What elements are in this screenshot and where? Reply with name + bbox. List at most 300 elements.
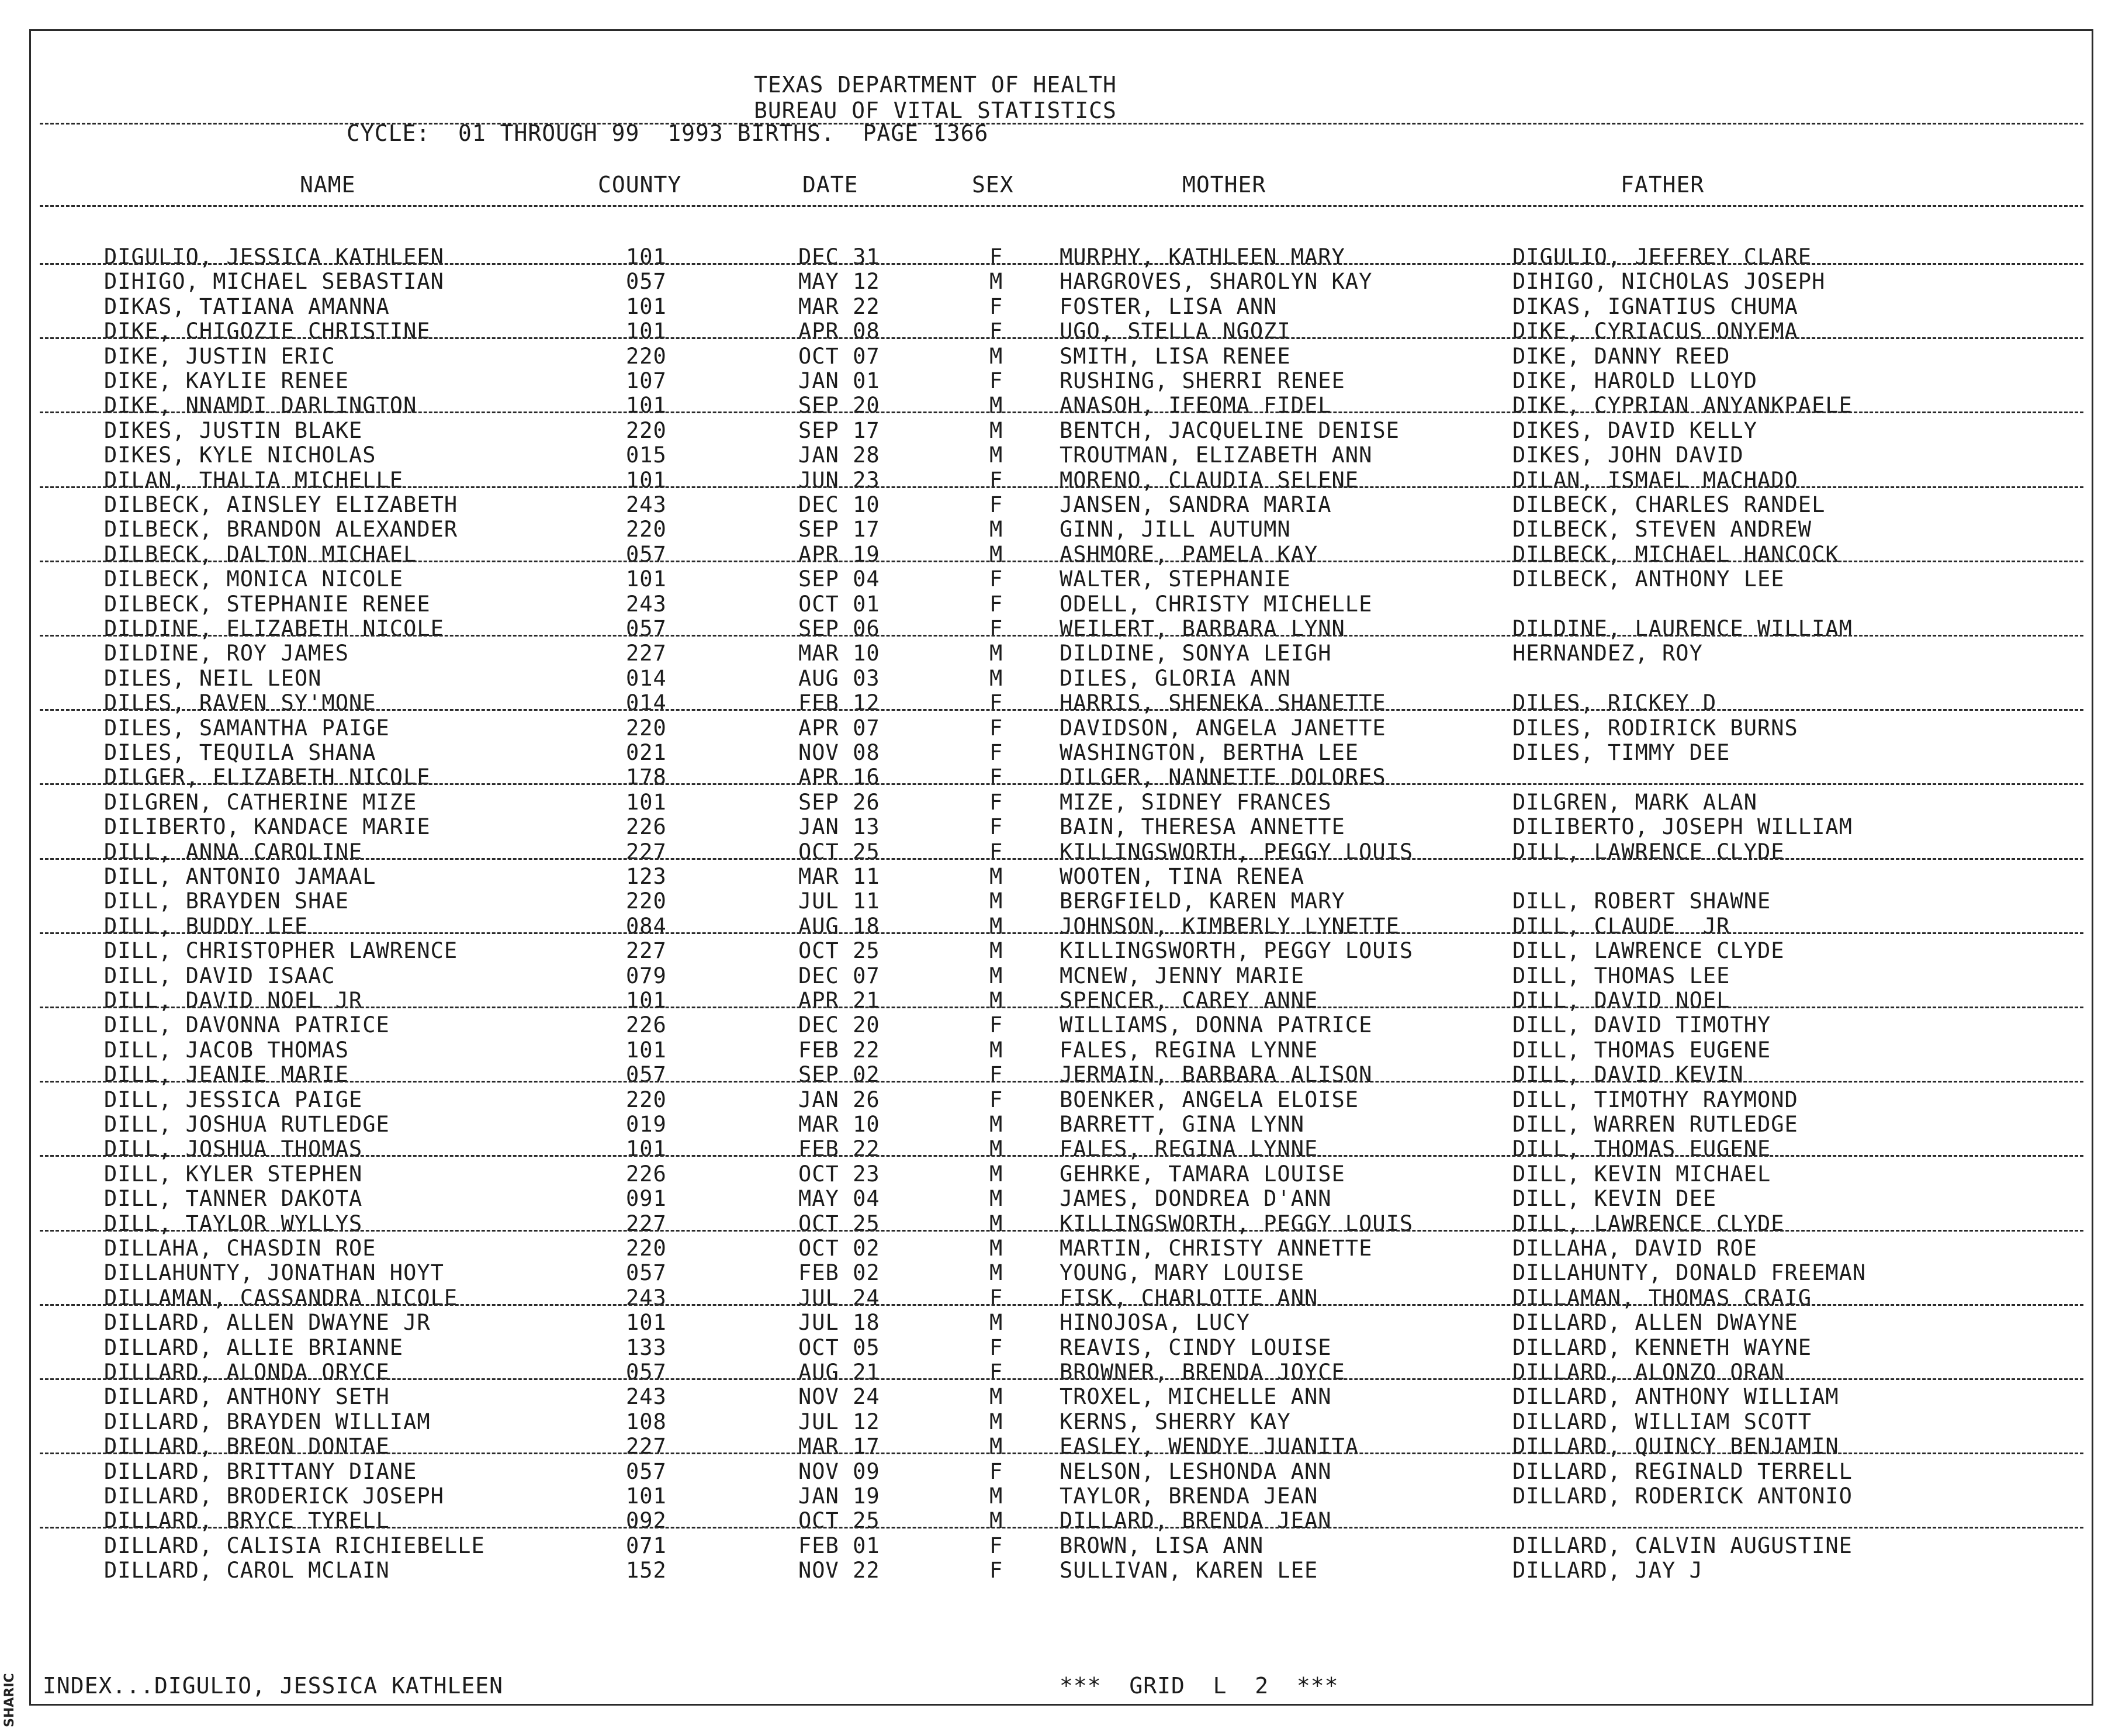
row-divider bbox=[40, 411, 2083, 413]
cell-date: MAR 22 bbox=[798, 293, 880, 319]
side-watermark-text: SHARIC bbox=[2, 1673, 17, 1727]
cell-date: DEC 31 bbox=[798, 244, 880, 269]
cell-name: DILLARD, ALONDA ORYCE bbox=[104, 1360, 390, 1385]
cell-date: JAN 13 bbox=[798, 814, 880, 840]
cell-sex: M bbox=[989, 442, 1003, 468]
cell-sex: M bbox=[989, 541, 1003, 567]
cell-date: MAR 10 bbox=[798, 1112, 880, 1137]
cell-mother: UGO, STELLA NGOZI bbox=[1060, 319, 1291, 344]
cell-father: DILLARD, ALLEN DWAYNE bbox=[1512, 1310, 1798, 1336]
cell-date: APR 07 bbox=[798, 715, 880, 741]
cell-father: DILLARD, JAY J bbox=[1512, 1558, 1703, 1583]
cell-sex: M bbox=[989, 1409, 1003, 1434]
cell-county: 057 bbox=[626, 1360, 667, 1385]
cell-father: DILLARD, ANTHONY WILLIAM bbox=[1512, 1384, 1839, 1410]
cell-name: DILLARD, BRITTANY DIANE bbox=[104, 1458, 417, 1484]
cell-mother: KILLINGSWORTH, PEGGY LOUIS bbox=[1060, 938, 1414, 964]
cell-mother: EASLEY, WENDYE JUANITA bbox=[1060, 1434, 1359, 1460]
row-divider bbox=[40, 709, 2083, 711]
cell-name: DILIBERTO, KANDACE MARIE bbox=[104, 814, 431, 840]
footer-grid: *** GRID L 2 *** bbox=[1060, 1673, 1339, 1699]
cell-county: 014 bbox=[626, 690, 667, 716]
cell-sex: M bbox=[989, 913, 1003, 939]
cell-date: SEP 26 bbox=[798, 789, 880, 815]
cell-date: MAY 12 bbox=[798, 269, 880, 295]
cell-mother: HINOJOSA, LUCY bbox=[1060, 1310, 1250, 1336]
cell-sex: M bbox=[989, 1161, 1003, 1187]
column-header-date: DATE bbox=[802, 172, 859, 198]
cell-date: NOV 08 bbox=[798, 740, 880, 765]
cell-county: 101 bbox=[626, 789, 667, 815]
row-divider bbox=[40, 1304, 2083, 1306]
cell-date: SEP 20 bbox=[798, 393, 880, 419]
cell-date: OCT 25 bbox=[798, 1508, 880, 1534]
row-divider bbox=[40, 337, 2083, 339]
cell-sex: M bbox=[989, 1211, 1003, 1236]
cell-date: SEP 02 bbox=[798, 1062, 880, 1088]
cell-father: DILL, LAWRENCE CLYDE bbox=[1512, 1211, 1785, 1236]
cell-mother: DAVIDSON, ANGELA JANETTE bbox=[1060, 715, 1386, 741]
cell-date: JUL 18 bbox=[798, 1310, 880, 1336]
cell-father: DILL, TIMOTHY RAYMOND bbox=[1512, 1087, 1798, 1112]
footer-index: INDEX...DIGULIO, JESSICA KATHLEEN bbox=[43, 1673, 503, 1699]
cell-county: 226 bbox=[626, 814, 667, 840]
cell-name: DILL, DAVID NOEL JR bbox=[104, 988, 363, 1013]
cell-mother: WEILERT, BARBARA LYNN bbox=[1060, 616, 1345, 641]
row-divider bbox=[40, 932, 2083, 934]
cell-county: 101 bbox=[626, 1037, 667, 1063]
cell-mother: FISK, CHARLOTTE ANN bbox=[1060, 1285, 1318, 1310]
cell-county: 101 bbox=[626, 293, 667, 319]
cell-sex: M bbox=[989, 1483, 1003, 1509]
cell-sex: M bbox=[989, 1384, 1003, 1410]
cell-father: DILBECK, CHARLES RANDEL bbox=[1512, 492, 1826, 517]
cell-mother: WASHINGTON, BERTHA LEE bbox=[1060, 740, 1359, 765]
cell-name: DILL, JESSICA PAIGE bbox=[104, 1087, 363, 1112]
row-divider bbox=[40, 1453, 2083, 1454]
cell-mother: RUSHING, SHERRI RENEE bbox=[1060, 368, 1345, 393]
cell-county: 220 bbox=[626, 715, 667, 741]
cell-father: DILAN, ISMAEL MACHADO bbox=[1512, 467, 1798, 493]
cell-county: 101 bbox=[626, 1310, 667, 1336]
cell-sex: M bbox=[989, 1508, 1003, 1534]
cell-sex: M bbox=[989, 1112, 1003, 1137]
cell-sex: F bbox=[989, 293, 1003, 319]
cell-name: DILES, TEQUILA SHANA bbox=[104, 740, 376, 765]
cell-mother: HARRIS, SHENEKA SHANETTE bbox=[1060, 690, 1386, 716]
cell-date: JAN 01 bbox=[798, 368, 880, 393]
cell-name: DIKE, CHIGOZIE CHRISTINE bbox=[104, 319, 431, 344]
cell-county: 220 bbox=[626, 343, 667, 369]
cell-sex: F bbox=[989, 814, 1003, 840]
cell-name: DILBECK, MONICA NICOLE bbox=[104, 566, 404, 592]
cell-date: OCT 02 bbox=[798, 1236, 880, 1261]
cell-name: DIKAS, TATIANA AMANNA bbox=[104, 293, 390, 319]
cell-name: DILLARD, ANTHONY SETH bbox=[104, 1384, 390, 1410]
cell-father: DILLAHA, DAVID ROE bbox=[1512, 1236, 1757, 1261]
cell-county: 178 bbox=[626, 765, 667, 790]
cell-date: JUL 11 bbox=[798, 888, 880, 914]
cell-father: DILL, LAWRENCE CLYDE bbox=[1512, 938, 1785, 964]
cell-mother: GINN, JILL AUTUMN bbox=[1060, 517, 1291, 542]
cell-sex: F bbox=[989, 566, 1003, 592]
cell-mother: JANSEN, SANDRA MARIA bbox=[1060, 492, 1332, 517]
row-divider bbox=[40, 263, 2083, 265]
cell-sex: F bbox=[989, 368, 1003, 393]
cell-sex: M bbox=[989, 269, 1003, 295]
cell-sex: F bbox=[989, 1533, 1003, 1558]
column-header-divider bbox=[40, 205, 2083, 207]
cell-father: DILL, KEVIN MICHAEL bbox=[1512, 1161, 1771, 1187]
cycle-line: CYCLE: 01 THROUGH 99 1993 BIRTHS. PAGE 1366 bbox=[347, 120, 989, 146]
cell-sex: M bbox=[989, 417, 1003, 443]
cell-mother: ASHMORE, PAMELA KAY bbox=[1060, 541, 1318, 567]
cell-county: 243 bbox=[626, 492, 667, 517]
cell-name: DILL, DAVONNA PATRICE bbox=[104, 1012, 390, 1038]
cell-sex: F bbox=[989, 1558, 1003, 1583]
cell-sex: F bbox=[989, 690, 1003, 716]
cell-mother: HARGROVES, SHAROLYN KAY bbox=[1060, 269, 1373, 295]
cell-county: 019 bbox=[626, 1112, 667, 1137]
cell-sex: M bbox=[989, 1260, 1003, 1286]
row-divider bbox=[40, 1081, 2083, 1083]
cell-sex: F bbox=[989, 1360, 1003, 1385]
cell-sex: F bbox=[989, 1062, 1003, 1088]
cell-county: 107 bbox=[626, 368, 667, 393]
cell-father: DILBECK, STEVEN ANDREW bbox=[1512, 517, 1812, 542]
cell-mother: GEHRKE, TAMARA LOUISE bbox=[1060, 1161, 1345, 1187]
cell-mother: WALTER, STEPHANIE bbox=[1060, 566, 1291, 592]
cell-name: DILLARD, BRODERICK JOSEPH bbox=[104, 1483, 444, 1509]
cell-name: DIKE, NNAMDI DARLINGTON bbox=[104, 393, 417, 419]
side-watermark bbox=[2, 1672, 20, 1736]
cell-date: SEP 06 bbox=[798, 616, 880, 641]
cell-sex: M bbox=[989, 1236, 1003, 1261]
cell-father: DIKE, CYPRIAN ANYANKPAELE bbox=[1512, 393, 1853, 419]
cell-mother: WOOTEN, TINA RENEA bbox=[1060, 864, 1304, 889]
cell-father: DILL, THOMAS EUGENE bbox=[1512, 1037, 1771, 1063]
cell-father: DILL, THOMAS EUGENE bbox=[1512, 1136, 1771, 1162]
cell-date: MAY 04 bbox=[798, 1186, 880, 1212]
cell-mother: MCNEW, JENNY MARIE bbox=[1060, 963, 1304, 988]
cell-father: DIKE, DANNY REED bbox=[1512, 343, 1730, 369]
cell-father: DILGREN, MARK ALAN bbox=[1512, 789, 1757, 815]
cell-mother: TAYLOR, BRENDA JEAN bbox=[1060, 1483, 1318, 1509]
cell-county: 227 bbox=[626, 839, 667, 864]
cell-sex: F bbox=[989, 839, 1003, 864]
row-divider bbox=[40, 635, 2083, 637]
cell-mother: BOENKER, ANGELA ELOISE bbox=[1060, 1087, 1359, 1112]
cell-county: 014 bbox=[626, 665, 667, 691]
cell-father: DILL, ROBERT SHAWNE bbox=[1512, 888, 1771, 914]
cell-sex: F bbox=[989, 765, 1003, 790]
cell-mother: FALES, REGINA LYNNE bbox=[1060, 1136, 1318, 1162]
cell-date: DEC 20 bbox=[798, 1012, 880, 1038]
cell-date: OCT 25 bbox=[798, 938, 880, 964]
cell-name: DILES, RAVEN SY'MONE bbox=[104, 690, 376, 716]
cell-sex: M bbox=[989, 343, 1003, 369]
cell-mother: BROWN, LISA ANN bbox=[1060, 1533, 1264, 1558]
cell-father: DILLAMAN, THOMAS CRAIG bbox=[1512, 1285, 1812, 1310]
cell-father: DIKAS, IGNATIUS CHUMA bbox=[1512, 293, 1798, 319]
cell-county: 226 bbox=[626, 1161, 667, 1187]
cell-county: 057 bbox=[626, 269, 667, 295]
cell-date: FEB 22 bbox=[798, 1037, 880, 1063]
cell-county: 091 bbox=[626, 1186, 667, 1212]
cell-county: 220 bbox=[626, 1236, 667, 1261]
cell-date: OCT 25 bbox=[798, 839, 880, 864]
cell-date: SEP 17 bbox=[798, 417, 880, 443]
cell-date: APR 21 bbox=[798, 988, 880, 1013]
cell-mother: DILES, GLORIA ANN bbox=[1060, 665, 1291, 691]
cell-mother: TROUTMAN, ELIZABETH ANN bbox=[1060, 442, 1373, 468]
cell-father: DILLARD, RODERICK ANTONIO bbox=[1512, 1483, 1853, 1509]
cell-mother: MIZE, SIDNEY FRANCES bbox=[1060, 789, 1332, 815]
cell-name: DILES, NEIL LEON bbox=[104, 665, 322, 691]
cell-sex: M bbox=[989, 963, 1003, 988]
cell-father: DILL, DAVID NOEL bbox=[1512, 988, 1730, 1013]
cell-date: JAN 28 bbox=[798, 442, 880, 468]
cell-sex: F bbox=[989, 244, 1003, 269]
cell-date: OCT 01 bbox=[798, 591, 880, 617]
cell-date: JUL 24 bbox=[798, 1285, 880, 1310]
cell-county: 243 bbox=[626, 591, 667, 617]
cell-name: DILL, DAVID ISAAC bbox=[104, 963, 335, 988]
cell-sex: F bbox=[989, 1087, 1003, 1112]
cell-father: DILES, TIMMY DEE bbox=[1512, 740, 1730, 765]
cell-sex: M bbox=[989, 1434, 1003, 1460]
cell-county: 243 bbox=[626, 1384, 667, 1410]
cell-mother: REAVIS, CINDY LOUISE bbox=[1060, 1334, 1332, 1360]
cell-county: 084 bbox=[626, 913, 667, 939]
cell-mother: BERGFIELD, KAREN MARY bbox=[1060, 888, 1345, 914]
cell-name: DILLAMAN, CASSANDRA NICOLE bbox=[104, 1285, 458, 1310]
cell-county: 057 bbox=[626, 1458, 667, 1484]
cell-date: MAR 10 bbox=[798, 641, 880, 666]
cell-name: DILLARD, BRAYDEN WILLIAM bbox=[104, 1409, 431, 1434]
cell-date: AUG 03 bbox=[798, 665, 880, 691]
cell-name: DILL, BUDDY LEE bbox=[104, 913, 309, 939]
cell-date: JUN 23 bbox=[798, 467, 880, 493]
cell-father: DILLARD, ALONZO ORAN bbox=[1512, 1360, 1785, 1385]
cell-name: DILL, JOSHUA RUTLEDGE bbox=[104, 1112, 390, 1137]
cell-sex: M bbox=[989, 1310, 1003, 1336]
cell-mother: MORENO, CLAUDIA SELENE bbox=[1060, 467, 1359, 493]
cell-father: DIKE, HAROLD LLOYD bbox=[1512, 368, 1757, 393]
cell-father: DIKE, CYRIACUS ONYEMA bbox=[1512, 319, 1798, 344]
cell-county: 101 bbox=[626, 1136, 667, 1162]
cell-date: APR 19 bbox=[798, 541, 880, 567]
row-divider bbox=[40, 1007, 2083, 1008]
cell-name: DIHIGO, MICHAEL SEBASTIAN bbox=[104, 269, 444, 295]
cell-name: DILGREN, CATHERINE MIZE bbox=[104, 789, 417, 815]
row-divider bbox=[40, 783, 2083, 785]
cell-mother: JERMAIN, BARBARA ALISON bbox=[1060, 1062, 1373, 1088]
cell-sex: M bbox=[989, 864, 1003, 889]
cell-mother: NELSON, LESHONDA ANN bbox=[1060, 1458, 1332, 1484]
cell-county: 227 bbox=[626, 938, 667, 964]
cell-mother: KILLINGSWORTH, PEGGY LOUIS bbox=[1060, 839, 1414, 864]
cell-county: 101 bbox=[626, 1483, 667, 1509]
cell-mother: BAIN, THERESA ANNETTE bbox=[1060, 814, 1345, 840]
cell-father: DILLARD, CALVIN AUGUSTINE bbox=[1512, 1533, 1853, 1558]
cell-county: 071 bbox=[626, 1533, 667, 1558]
cell-sex: F bbox=[989, 319, 1003, 344]
cell-county: 227 bbox=[626, 1434, 667, 1460]
cell-date: FEB 12 bbox=[798, 690, 880, 716]
cell-father: DILES, RICKEY D bbox=[1512, 690, 1717, 716]
cell-father: DILLARD, WILLIAM SCOTT bbox=[1512, 1409, 1812, 1434]
cell-sex: F bbox=[989, 1012, 1003, 1038]
cell-father: DILL, WARREN RUTLEDGE bbox=[1512, 1112, 1798, 1137]
cell-mother: ODELL, CHRISTY MICHELLE bbox=[1060, 591, 1373, 617]
cell-county: 108 bbox=[626, 1409, 667, 1434]
cell-date: DEC 07 bbox=[798, 963, 880, 988]
cell-date: OCT 25 bbox=[798, 1211, 880, 1236]
cell-sex: M bbox=[989, 938, 1003, 964]
cell-sex: M bbox=[989, 517, 1003, 542]
cell-date: JAN 19 bbox=[798, 1483, 880, 1509]
cell-father: DILL, THOMAS LEE bbox=[1512, 963, 1730, 988]
cell-name: DILL, BRAYDEN SHAE bbox=[104, 888, 349, 914]
cell-sex: F bbox=[989, 740, 1003, 765]
cell-sex: F bbox=[989, 492, 1003, 517]
cell-mother: FOSTER, LISA ANN bbox=[1060, 293, 1278, 319]
cell-mother: DILDINE, SONYA LEIGH bbox=[1060, 641, 1332, 666]
cell-mother: MARTIN, CHRISTY ANNETTE bbox=[1060, 1236, 1373, 1261]
cell-sex: M bbox=[989, 1037, 1003, 1063]
cell-name: DIGULIO, JESSICA KATHLEEN bbox=[104, 244, 444, 269]
cell-county: 220 bbox=[626, 517, 667, 542]
cell-date: DEC 10 bbox=[798, 492, 880, 517]
cell-name: DILBECK, AINSLEY ELIZABETH bbox=[104, 492, 458, 517]
cell-mother: FALES, REGINA LYNNE bbox=[1060, 1037, 1318, 1063]
cell-date: FEB 02 bbox=[798, 1260, 880, 1286]
cell-county: 101 bbox=[626, 467, 667, 493]
cell-father: DIGULIO, JEFFREY CLARE bbox=[1512, 244, 1812, 269]
row-divider bbox=[40, 1155, 2083, 1157]
cell-sex: M bbox=[989, 888, 1003, 914]
cell-date: JAN 26 bbox=[798, 1087, 880, 1112]
row-divider bbox=[40, 858, 2083, 860]
cell-name: DIKE, JUSTIN ERIC bbox=[104, 343, 335, 369]
cell-mother: DILLARD, BRENDA JEAN bbox=[1060, 1508, 1332, 1534]
row-divider bbox=[40, 1230, 2083, 1232]
cell-county: 227 bbox=[626, 1211, 667, 1236]
cell-date: APR 16 bbox=[798, 765, 880, 790]
cell-name: DILL, TANNER DAKOTA bbox=[104, 1186, 363, 1212]
cell-mother: SMITH, LISA RENEE bbox=[1060, 343, 1291, 369]
bureau-title: BUREAU OF VITAL STATISTICS bbox=[754, 98, 1117, 123]
cell-mother: JAMES, DONDREA D'ANN bbox=[1060, 1186, 1332, 1212]
cell-father: DILLAHUNTY, DONALD FREEMAN bbox=[1512, 1260, 1867, 1286]
cell-father: DILBECK, MICHAEL HANCOCK bbox=[1512, 541, 1839, 567]
cell-name: DILLARD, ALLIE BRIANNE bbox=[104, 1334, 404, 1360]
cell-county: 101 bbox=[626, 244, 667, 269]
cell-father: DIKES, JOHN DAVID bbox=[1512, 442, 1744, 468]
cell-sex: M bbox=[989, 641, 1003, 666]
row-divider bbox=[40, 1378, 2083, 1380]
cell-name: DILLARD, CALISIA RICHIEBELLE bbox=[104, 1533, 485, 1558]
cell-father: DILLARD, QUINCY BENJAMIN bbox=[1512, 1434, 1839, 1460]
cell-county: 133 bbox=[626, 1334, 667, 1360]
cell-father: DILL, DAVID TIMOTHY bbox=[1512, 1012, 1771, 1038]
cell-name: DILL, KYLER STEPHEN bbox=[104, 1161, 363, 1187]
cell-father: HERNANDEZ, ROY bbox=[1512, 641, 1703, 666]
cell-sex: F bbox=[989, 1334, 1003, 1360]
cell-name: DILLARD, CAROL MCLAIN bbox=[104, 1558, 390, 1583]
cell-name: DILLAHA, CHASDIN ROE bbox=[104, 1236, 376, 1261]
cell-county: 101 bbox=[626, 393, 667, 419]
cell-mother: SULLIVAN, KAREN LEE bbox=[1060, 1558, 1318, 1583]
cell-name: DILBECK, STEPHANIE RENEE bbox=[104, 591, 431, 617]
cell-county: 092 bbox=[626, 1508, 667, 1534]
cell-county: 220 bbox=[626, 417, 667, 443]
cell-mother: KILLINGSWORTH, PEGGY LOUIS bbox=[1060, 1211, 1414, 1236]
cell-father: DILL, KEVIN DEE bbox=[1512, 1186, 1717, 1212]
agency-title: TEXAS DEPARTMENT OF HEALTH bbox=[754, 72, 1117, 98]
cell-date: AUG 21 bbox=[798, 1360, 880, 1385]
cell-name: DILBECK, DALTON MICHAEL bbox=[104, 541, 417, 567]
cell-county: 101 bbox=[626, 988, 667, 1013]
cell-sex: F bbox=[989, 789, 1003, 815]
record-sheet bbox=[29, 29, 2093, 1706]
cell-father: DILES, RODIRICK BURNS bbox=[1512, 715, 1798, 741]
cell-father: DILBECK, ANTHONY LEE bbox=[1512, 566, 1785, 592]
cell-date: OCT 07 bbox=[798, 343, 880, 369]
cell-mother: TROXEL, MICHELLE ANN bbox=[1060, 1384, 1332, 1410]
cell-mother: BROWNER, BRENDA JOYCE bbox=[1060, 1360, 1345, 1385]
cell-date: OCT 23 bbox=[798, 1161, 880, 1187]
cell-date: FEB 01 bbox=[798, 1533, 880, 1558]
cell-mother: DILGER, NANNETTE DOLORES bbox=[1060, 765, 1386, 790]
cell-name: DILL, TAYLOR WYLLYS bbox=[104, 1211, 363, 1236]
cell-name: DILL, ANTONIO JAMAAL bbox=[104, 864, 376, 889]
cell-name: DILL, CHRISTOPHER LAWRENCE bbox=[104, 938, 458, 964]
cell-date: MAR 11 bbox=[798, 864, 880, 889]
cell-name: DILL, JACOB THOMAS bbox=[104, 1037, 349, 1063]
cell-mother: ANASOH, IFEOMA FIDEL bbox=[1060, 393, 1332, 419]
cell-date: NOV 24 bbox=[798, 1384, 880, 1410]
cell-county: 243 bbox=[626, 1285, 667, 1310]
cell-name: DILDINE, ROY JAMES bbox=[104, 641, 349, 666]
cell-county: 220 bbox=[626, 1087, 667, 1112]
cell-date: SEP 04 bbox=[798, 566, 880, 592]
cell-sex: F bbox=[989, 591, 1003, 617]
row-divider bbox=[40, 486, 2083, 488]
cell-date: JUL 12 bbox=[798, 1409, 880, 1434]
cell-father: DIKES, DAVID KELLY bbox=[1512, 417, 1757, 443]
cell-sex: F bbox=[989, 616, 1003, 641]
cell-date: NOV 22 bbox=[798, 1558, 880, 1583]
column-header-father: FATHER bbox=[1621, 172, 1705, 198]
cell-sex: F bbox=[989, 1458, 1003, 1484]
cell-father: DILLARD, REGINALD TERRELL bbox=[1512, 1458, 1853, 1484]
cell-mother: BENTCH, JACQUELINE DENISE bbox=[1060, 417, 1400, 443]
cell-county: 057 bbox=[626, 1062, 667, 1088]
cell-name: DIKES, JUSTIN BLAKE bbox=[104, 417, 363, 443]
cell-county: 057 bbox=[626, 541, 667, 567]
cell-father: DILLARD, KENNETH WAYNE bbox=[1512, 1334, 1812, 1360]
cell-name: DIKE, KAYLIE RENEE bbox=[104, 368, 349, 393]
cell-father: DIHIGO, NICHOLAS JOSEPH bbox=[1512, 269, 1826, 295]
cell-mother: WILLIAMS, DONNA PATRICE bbox=[1060, 1012, 1373, 1038]
cell-sex: F bbox=[989, 1285, 1003, 1310]
cell-sex: M bbox=[989, 1186, 1003, 1212]
cell-name: DILLAHUNTY, JONATHAN HOYT bbox=[104, 1260, 444, 1286]
cell-county: 101 bbox=[626, 319, 667, 344]
cell-mother: JOHNSON, KIMBERLY LYNETTE bbox=[1060, 913, 1400, 939]
